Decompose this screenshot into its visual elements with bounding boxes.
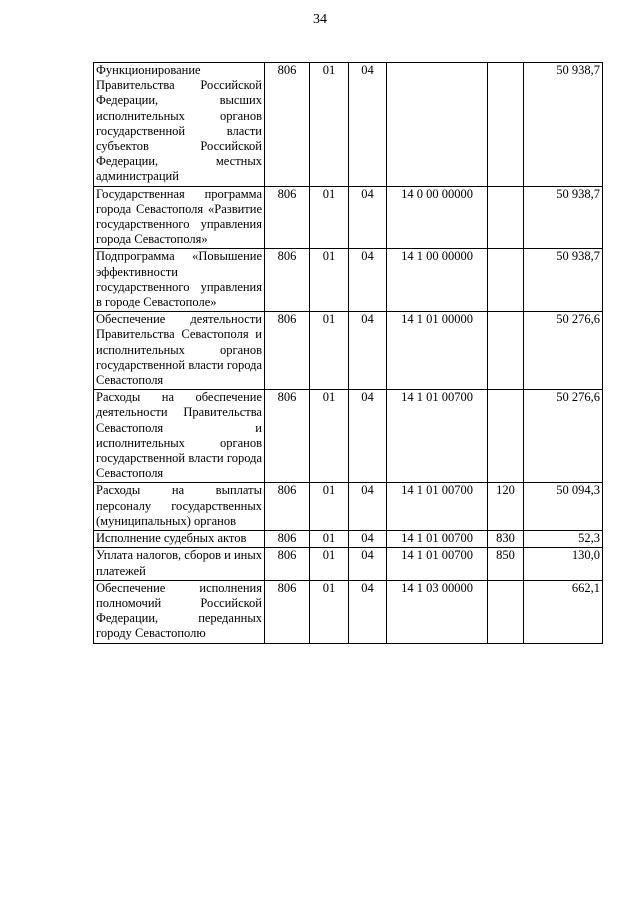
row-name-cell: Исполнение судебных актов [94, 531, 265, 548]
section-cell: 01 [310, 63, 349, 187]
target-article-cell: 14 1 03 00000 [387, 580, 488, 643]
target-article-cell: 14 1 01 00700 [387, 390, 488, 483]
target-article-cell: 14 1 00 00000 [387, 249, 488, 312]
target-article-cell: 14 1 01 00000 [387, 312, 488, 390]
expense-type-cell [488, 580, 524, 643]
row-name-cell: Расходы на выплаты персоналу государственных (муниципальных) органов [94, 483, 265, 531]
subsection-cell: 04 [349, 483, 387, 531]
grbs-cell: 806 [265, 63, 310, 187]
table-row [94, 390, 603, 483]
page-number: 34 [313, 12, 327, 27]
grbs-cell: 806 [265, 186, 310, 249]
section-cell: 01 [310, 390, 349, 483]
amount-cell: 662,1 [524, 580, 603, 643]
table-row [94, 249, 603, 312]
grbs-cell: 806 [265, 249, 310, 312]
table-row [94, 186, 603, 249]
row-name-cell: Государственная программа города Севастополя «Развитие государственного управления города Севастополя» [94, 186, 265, 249]
grbs-cell: 806 [265, 531, 310, 548]
grbs-cell: 806 [265, 548, 310, 580]
expense-type-cell [488, 63, 524, 187]
target-article-cell: 14 0 00 00000 [387, 186, 488, 249]
amount-cell: 50 094,3 [524, 483, 603, 531]
row-name-cell: Расходы на обеспечение деятельности Правительства Севастополя и исполнительных органов государственной власти города Севастополя [94, 390, 265, 483]
expense-type-cell: 850 [488, 548, 524, 580]
subsection-cell: 04 [349, 249, 387, 312]
amount-cell: 50 938,7 [524, 249, 603, 312]
amount-cell: 50 938,7 [524, 186, 603, 249]
grbs-cell: 806 [265, 312, 310, 390]
subsection-cell: 04 [349, 580, 387, 643]
row-name-cell: Уплата налогов, сборов и иных платежей [94, 548, 265, 580]
grbs-cell: 806 [265, 580, 310, 643]
target-article-cell: 14 1 01 00700 [387, 548, 488, 580]
subsection-cell: 04 [349, 531, 387, 548]
expense-type-cell [488, 312, 524, 390]
amount-cell: 50 938,7 [524, 63, 603, 187]
subsection-cell: 04 [349, 390, 387, 483]
subsection-cell: 04 [349, 63, 387, 187]
subsection-cell: 04 [349, 186, 387, 249]
section-cell: 01 [310, 249, 349, 312]
section-cell: 01 [310, 186, 349, 249]
amount-cell: 50 276,6 [524, 312, 603, 390]
expense-type-cell [488, 186, 524, 249]
amount-cell: 130,0 [524, 548, 603, 580]
table-row [94, 63, 603, 187]
expense-type-cell: 120 [488, 483, 524, 531]
target-article-cell [387, 63, 488, 187]
table-row [94, 531, 603, 548]
section-cell: 01 [310, 580, 349, 643]
table-row [94, 312, 603, 390]
grbs-cell: 806 [265, 483, 310, 531]
row-name-cell: Подпрограмма «Повышение эффективности государственного управления в городе Севастополе» [94, 249, 265, 312]
amount-cell: 52,3 [524, 531, 603, 548]
row-name-cell: Обеспечение деятельности Правительства Севастополя и исполнительных органов государственной власти города Севастополя [94, 312, 265, 390]
section-cell: 01 [310, 531, 349, 548]
subsection-cell: 04 [349, 312, 387, 390]
subsection-cell: 04 [349, 548, 387, 580]
amount-cell: 50 276,6 [524, 390, 603, 483]
budget-table [93, 62, 603, 644]
section-cell: 01 [310, 312, 349, 390]
expense-type-cell: 830 [488, 531, 524, 548]
section-cell: 01 [310, 483, 349, 531]
target-article-cell: 14 1 01 00700 [387, 483, 488, 531]
section-cell: 01 [310, 548, 349, 580]
expense-type-cell [488, 249, 524, 312]
expense-type-cell [488, 390, 524, 483]
target-article-cell: 14 1 01 00700 [387, 531, 488, 548]
grbs-cell: 806 [265, 390, 310, 483]
table-row [94, 580, 603, 643]
row-name-cell: Функционирование Правительства Российской Федерации, высших исполнительных органов государственной власти субъектов Российской Федерации, местных администраций [94, 63, 265, 187]
row-name-cell: Обеспечение исполнения полномочий Российской Федерации, переданных городу Севастополю [94, 580, 265, 643]
table-row [94, 548, 603, 580]
table-row [94, 483, 603, 531]
